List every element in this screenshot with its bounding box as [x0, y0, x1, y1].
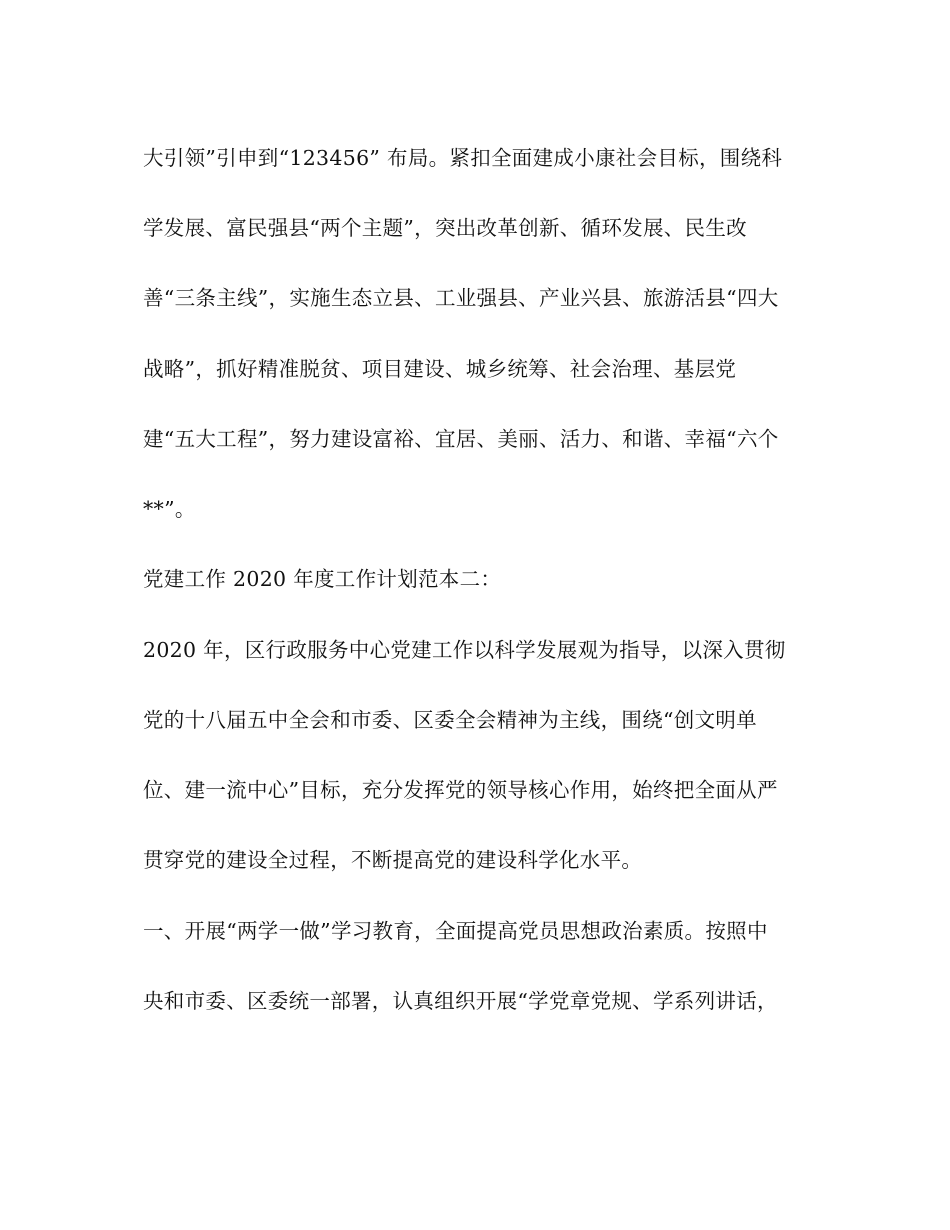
text-line: 2020 年，区行政服务中心党建工作以科学发展观为指导，以深入贯彻 — [143, 638, 786, 662]
text-line: 战略”，抓好精准脱贫、项目建设、城乡统筹、社会治理、基层党 — [143, 357, 737, 381]
text-line: 央和市委、区委统一部署，认真组织开展“学党章党规、学系列讲话， — [143, 989, 778, 1013]
text-line: 学发展、富民强县“两个主题”，突出改革创新、循环发展、民生改 — [143, 216, 747, 240]
text-line: **”。 — [143, 497, 196, 521]
text-line: 建“五大工程”，努力建设富裕、宜居、美丽、活力、和谐、幸福“六个 — [143, 427, 779, 451]
text-line: 善“三条主线”，实施生态立县、工业强县、产业兴县、旅游活县“四大 — [143, 286, 779, 310]
text-line: 位、建一流中心”目标，充分发挥党的领导核心作用，始终把全面从严 — [143, 778, 778, 802]
text-line: 党的十八届五中全会和市委、区委全会精神为主线，围绕“创文明单 — [143, 708, 757, 732]
text-line: 贯穿党的建设全过程，不断提高党的建设科学化水平。 — [143, 848, 643, 872]
text-line: 大引领”引申到“123456” 布局。紧扣全面建成小康社会目标，围绕科 — [143, 146, 783, 170]
section-heading: 党建工作 2020 年度工作计划范本二： — [143, 567, 502, 591]
text-line: 一、开展“两学一做”学习教育，全面提高党员思想政治素质。按照中 — [143, 919, 768, 943]
